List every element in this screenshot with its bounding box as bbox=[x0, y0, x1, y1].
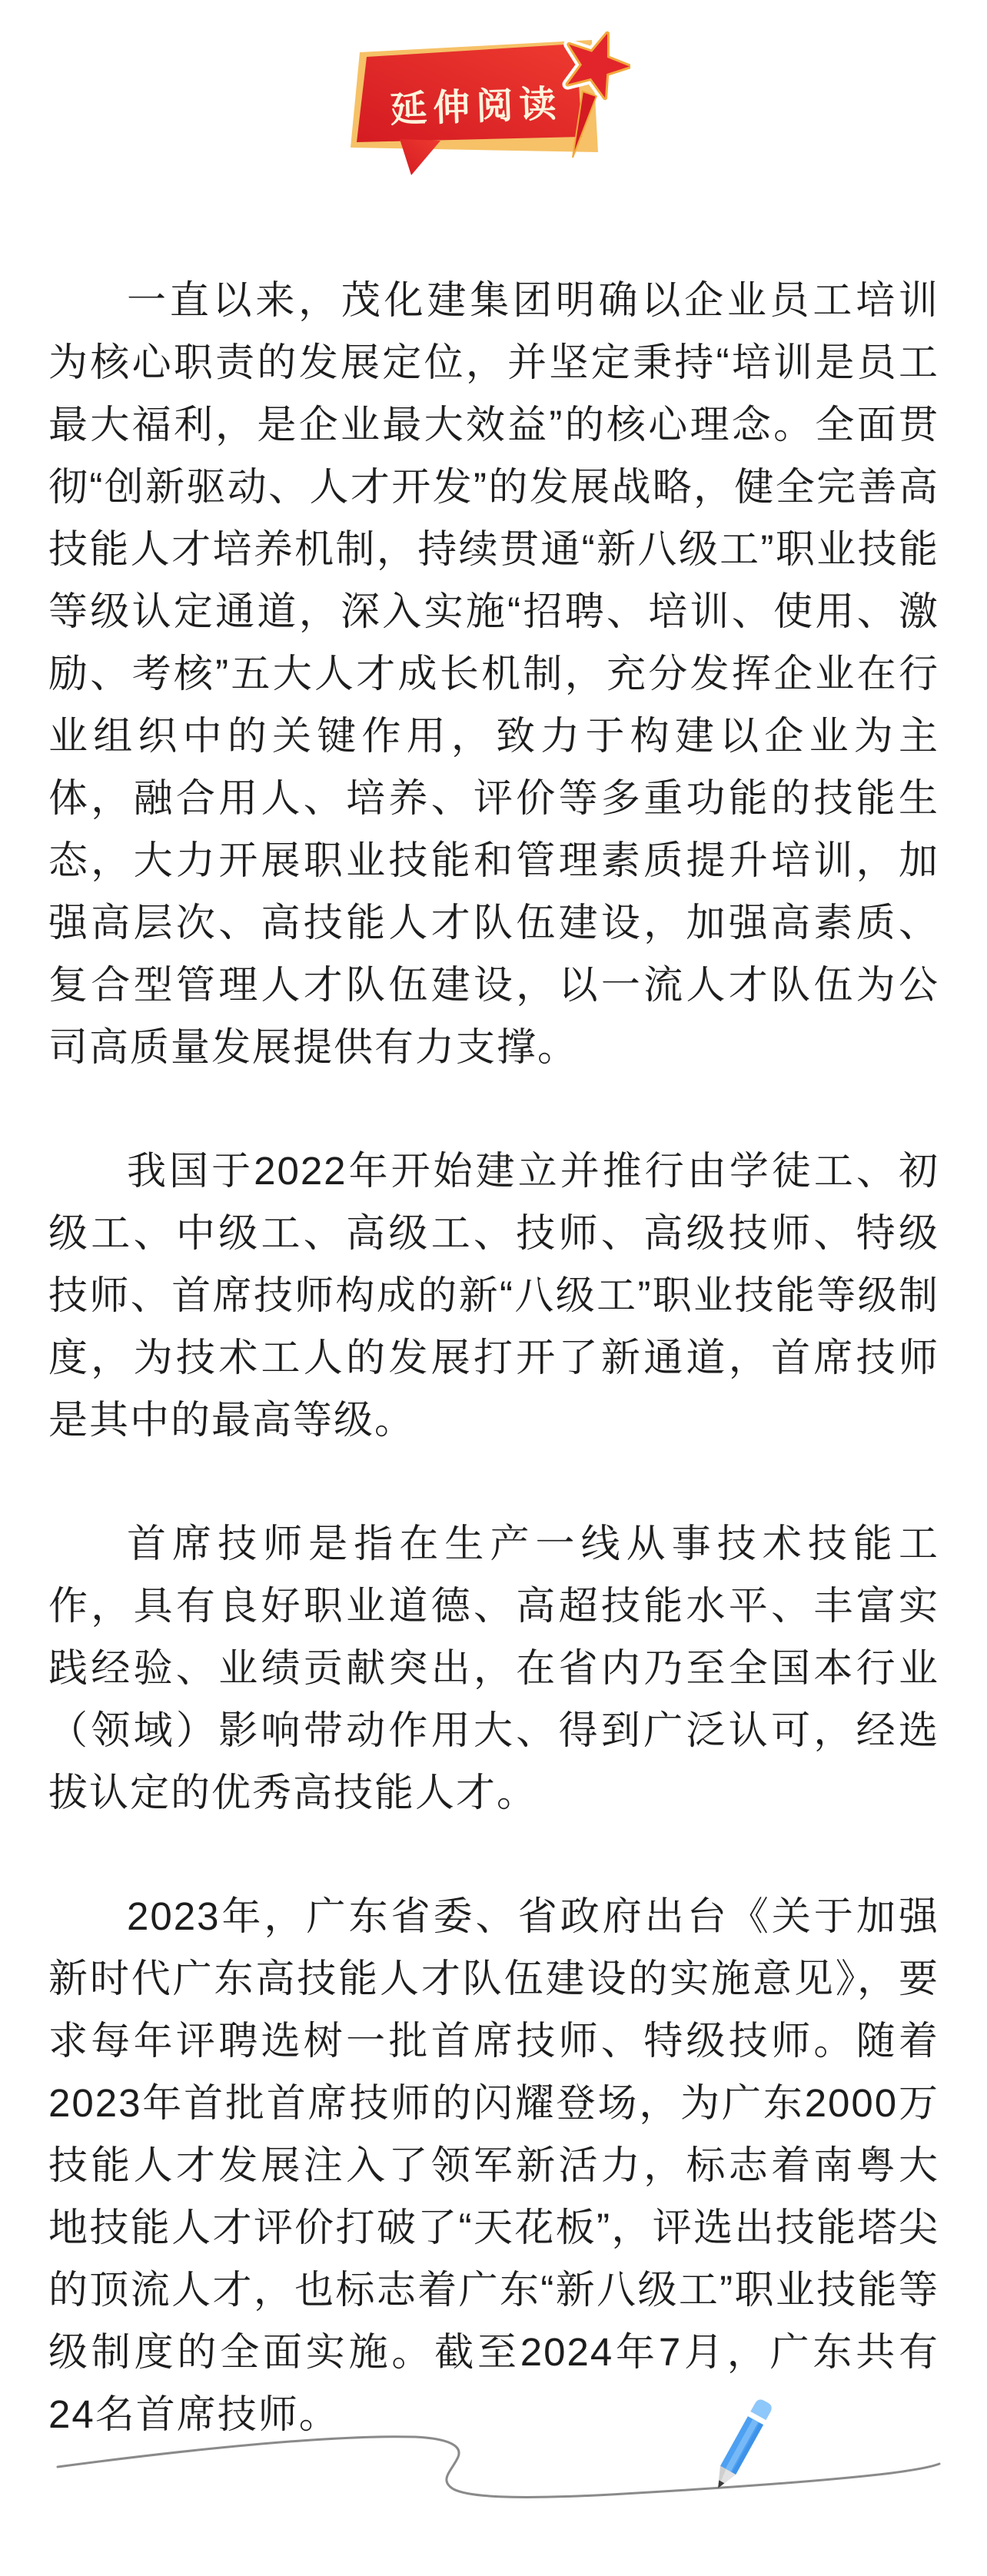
banner-tail bbox=[400, 139, 440, 175]
article-body bbox=[48, 269, 939, 2445]
pencil-icon bbox=[710, 2398, 774, 2493]
paragraph: 我国于2022年开始建立并推行由学徒工、初级工、中级工、高级工、技师、高级技师、特级技师、首席技师构成的新“八级工”职业技能等级制度，为技术工人的发展打开了新通道，首席技师是其中的最高等级。 bbox=[48, 1149, 939, 1442]
extended-reading-badge bbox=[338, 27, 630, 188]
paragraph: 首席技师是指在生产一线从事技术技能工作，具有良好职业道德、高超技能水平、丰富实践经验、业绩贡献突出，在省内乃至全国本行业（领域）影响带动作用大、得到广泛认可，经选拔认定的优秀高技能人才。 bbox=[48, 1522, 939, 1814]
badge-label: 延伸阅读 bbox=[389, 84, 563, 131]
footer-doodle bbox=[0, 2336, 987, 2576]
paragraph: 2023年，广东省委、省政府出台《关于加强新时代广东高技能人才队伍建设的实施意见》，要求每年评聘选树一批首席技师、特级技师。随着2023年首批首席技师的闪耀登场，为广东2000万技能人才发展注入了领军新活力，标志着南粤大地技能人才评价打破了“天花板”，评选出技能塔尖的顶流人才，也标志着广东“新八级工”职业技能等级制度的全面实施。截至2024年7月，广东共有24名首席技师。 bbox=[48, 1894, 939, 2436]
signature-squiggle bbox=[58, 2437, 939, 2498]
pencil-body-highlight bbox=[726, 2419, 759, 2472]
paragraph: 一直以来，茂化建集团明确以企业员工培训为核心职责的发展定位，并坚定秉持“培训是员工最大福利，是企业最大效益”的核心理念。全面贯彻“创新驱动、人才开发”的发展战略，健全完善高技能人才培养机制，持续贯通“新八级工”职业技能等级认定通道，深入实施“招聘、培训、使用、激励、考核”五大人才成长机制，充分发挥企业在行业组织中的关键作用，致力于构建以企业为主体，融合用人、培养、评价等多重功能的技能生态，大力开展职业技能和管理素质提升培训，加强高层次、高技能人才队伍建设，加强高素质、复合型管理人才队伍建设，以一流人才队伍为公司高质量发展提供有力支撑。 bbox=[48, 278, 939, 1069]
